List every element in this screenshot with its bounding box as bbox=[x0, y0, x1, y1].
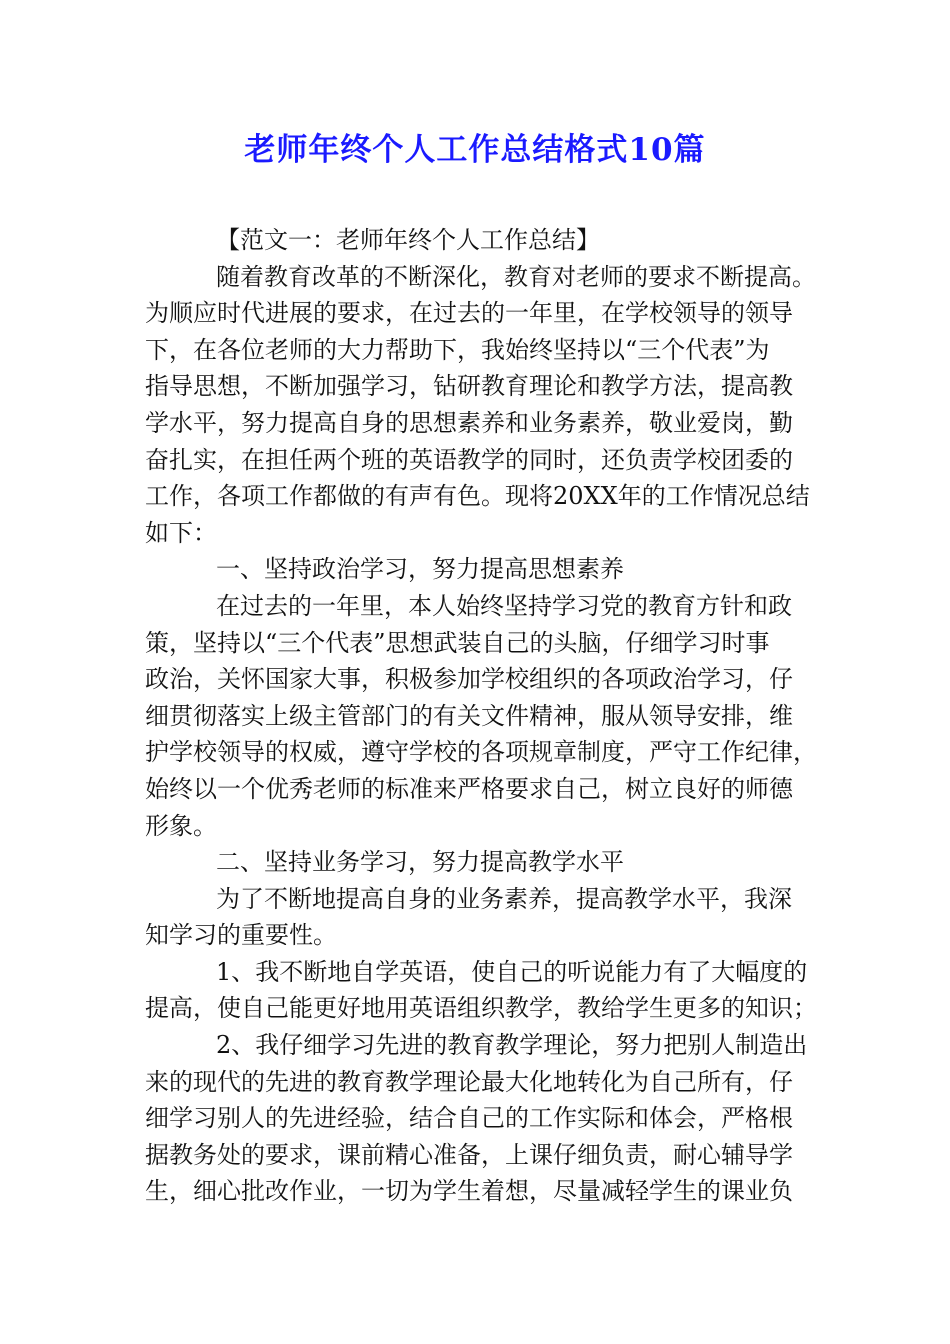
text-line: 细学习别人的先进经验，结合自己的工作实际和体会，严格根 bbox=[145, 1104, 793, 1133]
text-line: 形象。 bbox=[145, 811, 217, 840]
text-line: 为顺应时代进展的要求，在过去的一年里，在学校领导的领导 bbox=[145, 299, 793, 328]
text-line: 政治，关怀国家大事，积极参加学校组织的各项政治学习，仔 bbox=[145, 665, 793, 694]
text-line: 始终以一个优秀老师的标准来严格要求自己，树立良好的师德 bbox=[145, 774, 793, 803]
text-line: 工作，各项工作都做的有声有色。现将20XX年的工作情况总结 bbox=[145, 482, 810, 511]
text-line: 为了不断地提高自身的业务素养，提高教学水平，我深 bbox=[216, 884, 792, 913]
text-line: 1、我不断地自学英语，使自己的听说能力有了大幅度的 bbox=[216, 957, 808, 986]
document-body bbox=[145, 222, 817, 1210]
text-line: 学水平，努力提高自身的思想素养和业务素养，敬业爱岗，勤 bbox=[145, 408, 793, 437]
text-line: 下，在各位老师的大力帮助下，我始终坚持以“三个代表”为 bbox=[145, 335, 770, 364]
text-line: 生，细心批改作业，一切为学生着想，尽量减轻学生的课业负 bbox=[145, 1177, 793, 1206]
text-line: 据教务处的要求，课前精心准备，上课仔细负责，耐心辅导学 bbox=[145, 1140, 793, 1169]
text-line: 知学习的重要性。 bbox=[145, 921, 337, 950]
text-line: 来的现代的先进的教育教学理论最大化地转化为自己所有，仔 bbox=[145, 1067, 793, 1096]
text-line: 2、我仔细学习先进的教育教学理论，努力把别人制造出 bbox=[216, 1031, 808, 1060]
text-line: 细贯彻落实上级主管部门的有关文件精神，服从领导安排，维 bbox=[145, 701, 793, 730]
text-line: 提高，使自己能更好地用英语组织教学，教给学生更多的知识； bbox=[145, 994, 817, 1023]
text-line: 指导思想，不断加强学习，钻研教育理论和教学方法，提高教 bbox=[145, 372, 793, 401]
text-line: 护学校领导的权威，遵守学校的各项规章制度，严守工作纪律， bbox=[145, 738, 817, 767]
text-line: 一、坚持政治学习，努力提高思想素养 bbox=[216, 555, 624, 584]
text-line: 奋扎实，在担任两个班的英语教学的同时，还负责学校团委的 bbox=[145, 445, 793, 474]
text-line: 如下： bbox=[145, 518, 217, 547]
text-line: 【范文一：老师年终个人工作总结】 bbox=[216, 226, 600, 254]
text-line: 在过去的一年里，本人始终坚持学习党的教育方针和政 bbox=[216, 591, 792, 620]
text-line: 二、坚持业务学习，努力提高教学水平 bbox=[216, 848, 624, 877]
text-line: 随着教育改革的不断深化，教育对老师的要求不断提高。 bbox=[216, 262, 816, 291]
text-line: 策，坚持以“三个代表”思想武装自己的头脑，仔细学习时事 bbox=[145, 628, 770, 657]
document-title: 老师年终个人工作总结格式10篇 bbox=[244, 132, 706, 168]
